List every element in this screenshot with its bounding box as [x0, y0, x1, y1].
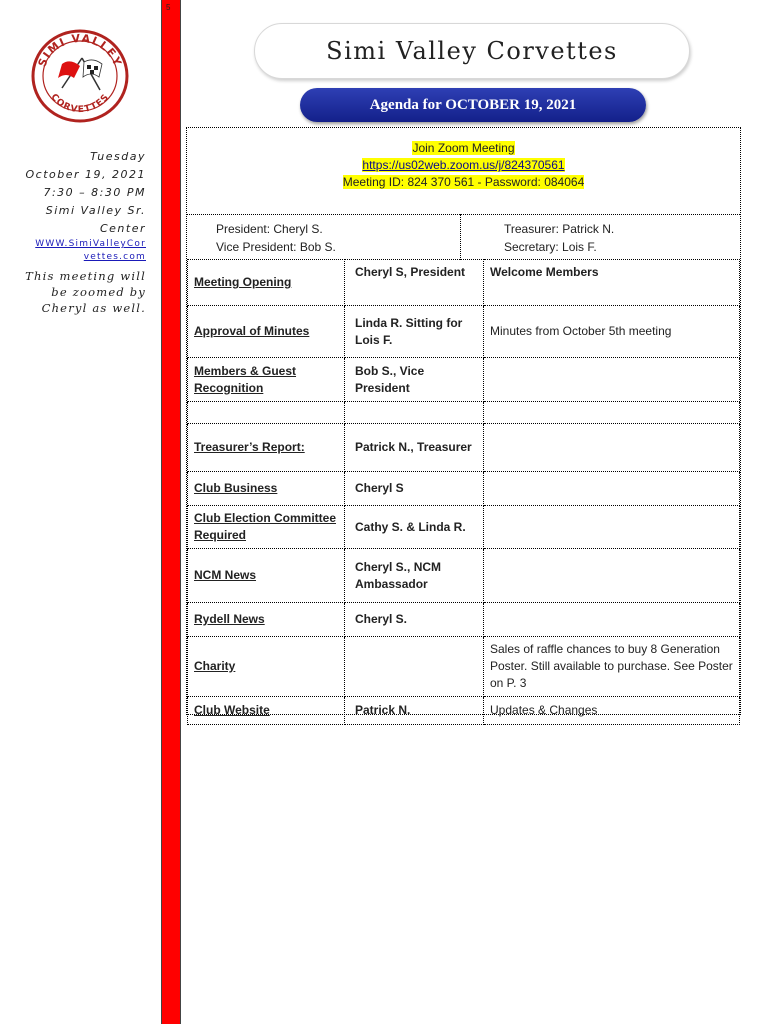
agenda-item: Rydell News [188, 603, 345, 637]
logo-text-bottom: CORVETTES [48, 92, 112, 116]
agenda-presenter: Bob S., Vice President [345, 358, 484, 402]
logo-text-top: SIMI VALLEY [35, 31, 125, 69]
zoom-join-text: Join Zoom Meeting [412, 141, 515, 155]
table-row [188, 260, 740, 306]
agenda-item: Meeting Opening [188, 260, 345, 306]
agenda-notes: Sales of raffle chances to buy 8 Generation Poster. Still available to purchase. See Poster on P. 3 [484, 637, 740, 697]
agenda-presenter [345, 402, 484, 424]
agenda-presenter: Cheryl S [345, 472, 484, 506]
agenda-notes [484, 358, 740, 402]
agenda-presenter: Cheryl S, President [345, 260, 484, 306]
agenda-notes [484, 506, 740, 549]
agenda-presenter: Patrick N., Treasurer [345, 424, 484, 472]
table-row [188, 697, 740, 725]
table-row [188, 472, 740, 506]
table-row [188, 506, 740, 549]
agenda-item: Club Business [188, 472, 345, 506]
secretary: Secretary: Lois F. [504, 240, 597, 254]
agenda-presenter [345, 637, 484, 697]
agenda-presenter: Cathy S. & Linda R. [345, 506, 484, 549]
treasurer: Treasurer: Patrick N. [504, 222, 615, 236]
agenda-title: Agenda for OCTOBER 19, 2021 [369, 96, 577, 113]
table-row [188, 306, 740, 358]
table-row [188, 637, 740, 697]
table-row [188, 549, 740, 603]
agenda-item: NCM News [188, 549, 345, 603]
agenda-item: Club Website [188, 697, 345, 725]
agenda-notes: Welcome Members [484, 260, 740, 306]
zoom-note: This meeting will be zoomed by Cheryl as well. [25, 269, 146, 315]
agenda-presenter: Cheryl S., NCM Ambassador [345, 549, 484, 603]
table-row [188, 424, 740, 472]
president: President: Cheryl S. [216, 222, 323, 236]
meeting-info-sidebar [8, 148, 146, 316]
agenda-notes [484, 472, 740, 506]
page-number: 5 [166, 3, 171, 12]
agenda-banner [300, 88, 646, 122]
agenda-notes [484, 549, 740, 603]
zoom-meeting-id: Meeting ID: 824 370 561 - Password: 084064 [342, 175, 585, 189]
meeting-time: 7:30 – 8:30 PM [43, 186, 146, 199]
agenda-item: Club Election Committee Required [188, 506, 345, 549]
agenda-notes: Minutes from October 5th meeting [484, 306, 740, 358]
website-link-2[interactable]: vettes.com [83, 252, 146, 262]
website-link-1[interactable]: WWW.SimiValleyCor [35, 239, 146, 249]
agenda-notes [484, 402, 740, 424]
zoom-link[interactable]: https://us02web.zoom.us/j/824370561 [362, 158, 565, 172]
zoom-info [187, 140, 740, 191]
agenda-notes: Updates & Changes [484, 697, 740, 725]
agenda-item: Members & Guest Recognition [188, 358, 345, 402]
divider [460, 214, 461, 260]
agenda-item: Charity [188, 637, 345, 697]
page-title: Simi Valley Corvettes [326, 37, 618, 65]
header-title-box [254, 23, 690, 79]
agenda-presenter: Cheryl S. [345, 603, 484, 637]
red-margin-bar [161, 0, 181, 1024]
meeting-day: Tuesday [90, 150, 146, 163]
officers-right [504, 220, 614, 256]
meeting-location-2: Center [99, 222, 146, 235]
agenda-table [187, 259, 740, 725]
agenda-frame [186, 127, 741, 715]
divider [187, 214, 740, 215]
table-row [188, 603, 740, 637]
agenda-item [188, 402, 345, 424]
officers-left [216, 220, 336, 256]
vice-president: Vice President: Bob S. [216, 240, 336, 254]
agenda-presenter: Linda R. Sitting for Lois F. [345, 306, 484, 358]
meeting-location-1: Simi Valley Sr. [45, 204, 146, 217]
agenda-item: Approval of Minutes [188, 306, 345, 358]
agenda-notes [484, 424, 740, 472]
agenda-presenter: Patrick N. [345, 697, 484, 725]
table-row [188, 358, 740, 402]
meeting-date: October 19, 2021 [25, 168, 146, 181]
table-row [188, 402, 740, 424]
agenda-notes [484, 603, 740, 637]
simi-valley-corvettes-logo [30, 28, 130, 124]
agenda-item: Treasurer’s Report: [188, 424, 345, 472]
